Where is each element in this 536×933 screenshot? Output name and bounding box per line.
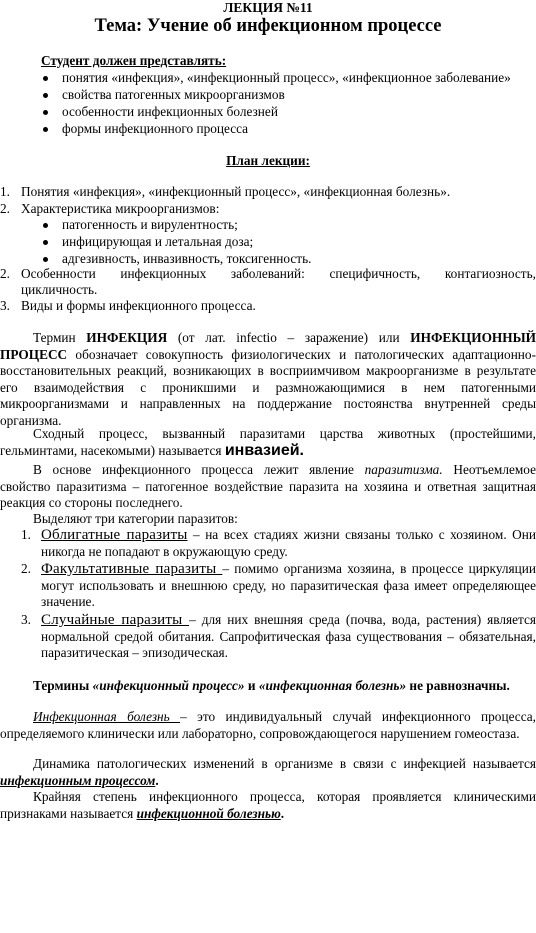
- category-title: Случайные паразиты: [41, 612, 190, 628]
- dynamics-paragraph: [0, 756, 536, 789]
- plan-item: [0, 201, 536, 218]
- category-number: 1.: [21, 527, 31, 542]
- text: не равнозначны.: [406, 678, 510, 693]
- plan-title: План лекции:: [226, 153, 310, 168]
- text: Неотъемлемое свойство паразитизма – патогенное воздействие паразита на хозяина и ответная защитная реакция со стороны последнего.: [0, 462, 536, 510]
- list-item: свойства патогенных микроорганизмов: [41, 87, 536, 104]
- plan-item-text-continued: цикличность.: [21, 282, 98, 297]
- plan-item-text: Особенности инфекционных заболеваний: специфичность, контагиозность,: [21, 266, 536, 281]
- category-number: 2.: [21, 561, 31, 576]
- plan-item-text: Виды и формы инфекционного процесса.: [21, 298, 256, 313]
- list-item: адгезивность, инвазивность, токсигенность.: [41, 251, 536, 268]
- plan-item-number: 3.: [0, 298, 10, 313]
- category-title: Облигатные паразиты: [41, 527, 188, 543]
- category-text: – помимо организма хозяина, в процессе циркуляции могут использовать и внешнюю среду, но паразитическая фаза имеет определяющее значение.: [41, 561, 536, 609]
- text: .: [155, 772, 159, 788]
- category-item: [0, 612, 536, 662]
- category-item: [0, 561, 536, 611]
- text: В основе инфекционного процесса лежит явление: [33, 462, 365, 477]
- plan-item-number: 1.: [0, 184, 10, 199]
- plan-item: [0, 184, 536, 201]
- extreme-paragraph: [0, 789, 536, 822]
- term-infectious-process: ИНФЕКЦИОННЫЙ ПРОЦЕСС: [0, 330, 536, 362]
- lecture-number: ЛЕКЦИЯ №11: [223, 0, 313, 15]
- list-item: особенности инфекционных болезней: [41, 104, 536, 121]
- list-item: понятия «инфекция», «инфекционный процесс», «инфекционное заболевание»: [41, 70, 536, 87]
- disease-paragraph: [0, 709, 536, 742]
- text: обозначает совокупность физиологических и патологических адаптационно-восстановительных реакций, возникающих в восприимчивом макроорганизме в результате его взаимодействия с проникшими и размножающимися в нем патогенными микроорганизмами и направленных на поддержание постоянства внутренней среды организма.: [0, 346, 536, 428]
- plan-item: [0, 298, 536, 315]
- plan-item: [0, 266, 536, 300]
- text: Крайняя степень инфекционного процесса, которая проявляется клиническими признаками называется: [0, 789, 536, 821]
- term-parasitism: паразитизма.: [364, 462, 443, 477]
- list-item: формы инфекционного процесса: [41, 121, 536, 138]
- plan-item-number: 2.: [0, 201, 10, 216]
- term-infectious-process: инфекционным процессом: [0, 772, 156, 788]
- plan-item-number: 2.: [0, 266, 10, 281]
- text: Термины: [33, 678, 93, 693]
- category-text: – для них внешняя среда (почва, вода, растения) является нормальной средой обитания. Сапрофитическая фаза существования – обязательная, паразитическая – эпизодическая.: [41, 612, 536, 660]
- term-infectious-disease: инфекционной болезнью: [136, 805, 281, 821]
- term-infection: ИНФЕКЦИЯ: [86, 330, 168, 345]
- text: Термин: [33, 330, 87, 345]
- objectives-section: [41, 53, 536, 138]
- category-item: [0, 527, 536, 560]
- term-infectious-disease: Инфекционная болезнь: [33, 709, 181, 724]
- category-title: Факультативные паразиты: [41, 561, 223, 577]
- objectives-title: Студент должен представлять:: [41, 53, 227, 68]
- invasion-paragraph: [0, 426, 536, 459]
- parasitism-paragraph: [0, 462, 536, 512]
- definition-paragraph: [0, 330, 536, 429]
- text: и: [244, 678, 259, 693]
- category-number: 3.: [21, 612, 31, 627]
- list-item: патогенность и вирулентность;: [41, 217, 536, 234]
- term-invasion: инвазией.: [224, 441, 304, 459]
- plan-item-text: Характеристика микроорганизмов:: [21, 201, 220, 216]
- categories-intro: Выделяют три категории паразитов:: [33, 511, 238, 526]
- terms-note: [33, 678, 510, 695]
- plan-item-text: Понятия «инфекция», «инфекционный процесс», «инфекционная болезнь».: [21, 184, 451, 199]
- text: Динамика патологических изменений в организме в связи с инфекцией называется: [33, 756, 536, 771]
- lecture-topic: Тема: Учение об инфекционном процессе: [94, 16, 442, 36]
- term-quote: «инфекционная болезнь»: [258, 678, 407, 693]
- text: (от лат. infectio – заражение) или: [167, 330, 411, 345]
- term-quote: «инфекционный процесс»: [92, 678, 245, 693]
- text: .: [280, 805, 285, 821]
- objectives-list: [41, 70, 536, 138]
- text: – это индивидуальный случай инфекционного процесса, определяемого клинически или лабораторно, сопровождающегося нарушением гомеостаза.: [0, 709, 536, 741]
- plan-sublist: [41, 217, 536, 268]
- text: Сходный процесс, вызванный паразитами царства животных (простейшими, гельминтами, насекомыми) называется: [0, 426, 536, 458]
- list-item: инфицирующая и летальная доза;: [41, 234, 536, 251]
- category-text: – на всех стадиях жизни связаны только с хозяином. Они никогда не попадают в окружающую среду.: [41, 527, 536, 559]
